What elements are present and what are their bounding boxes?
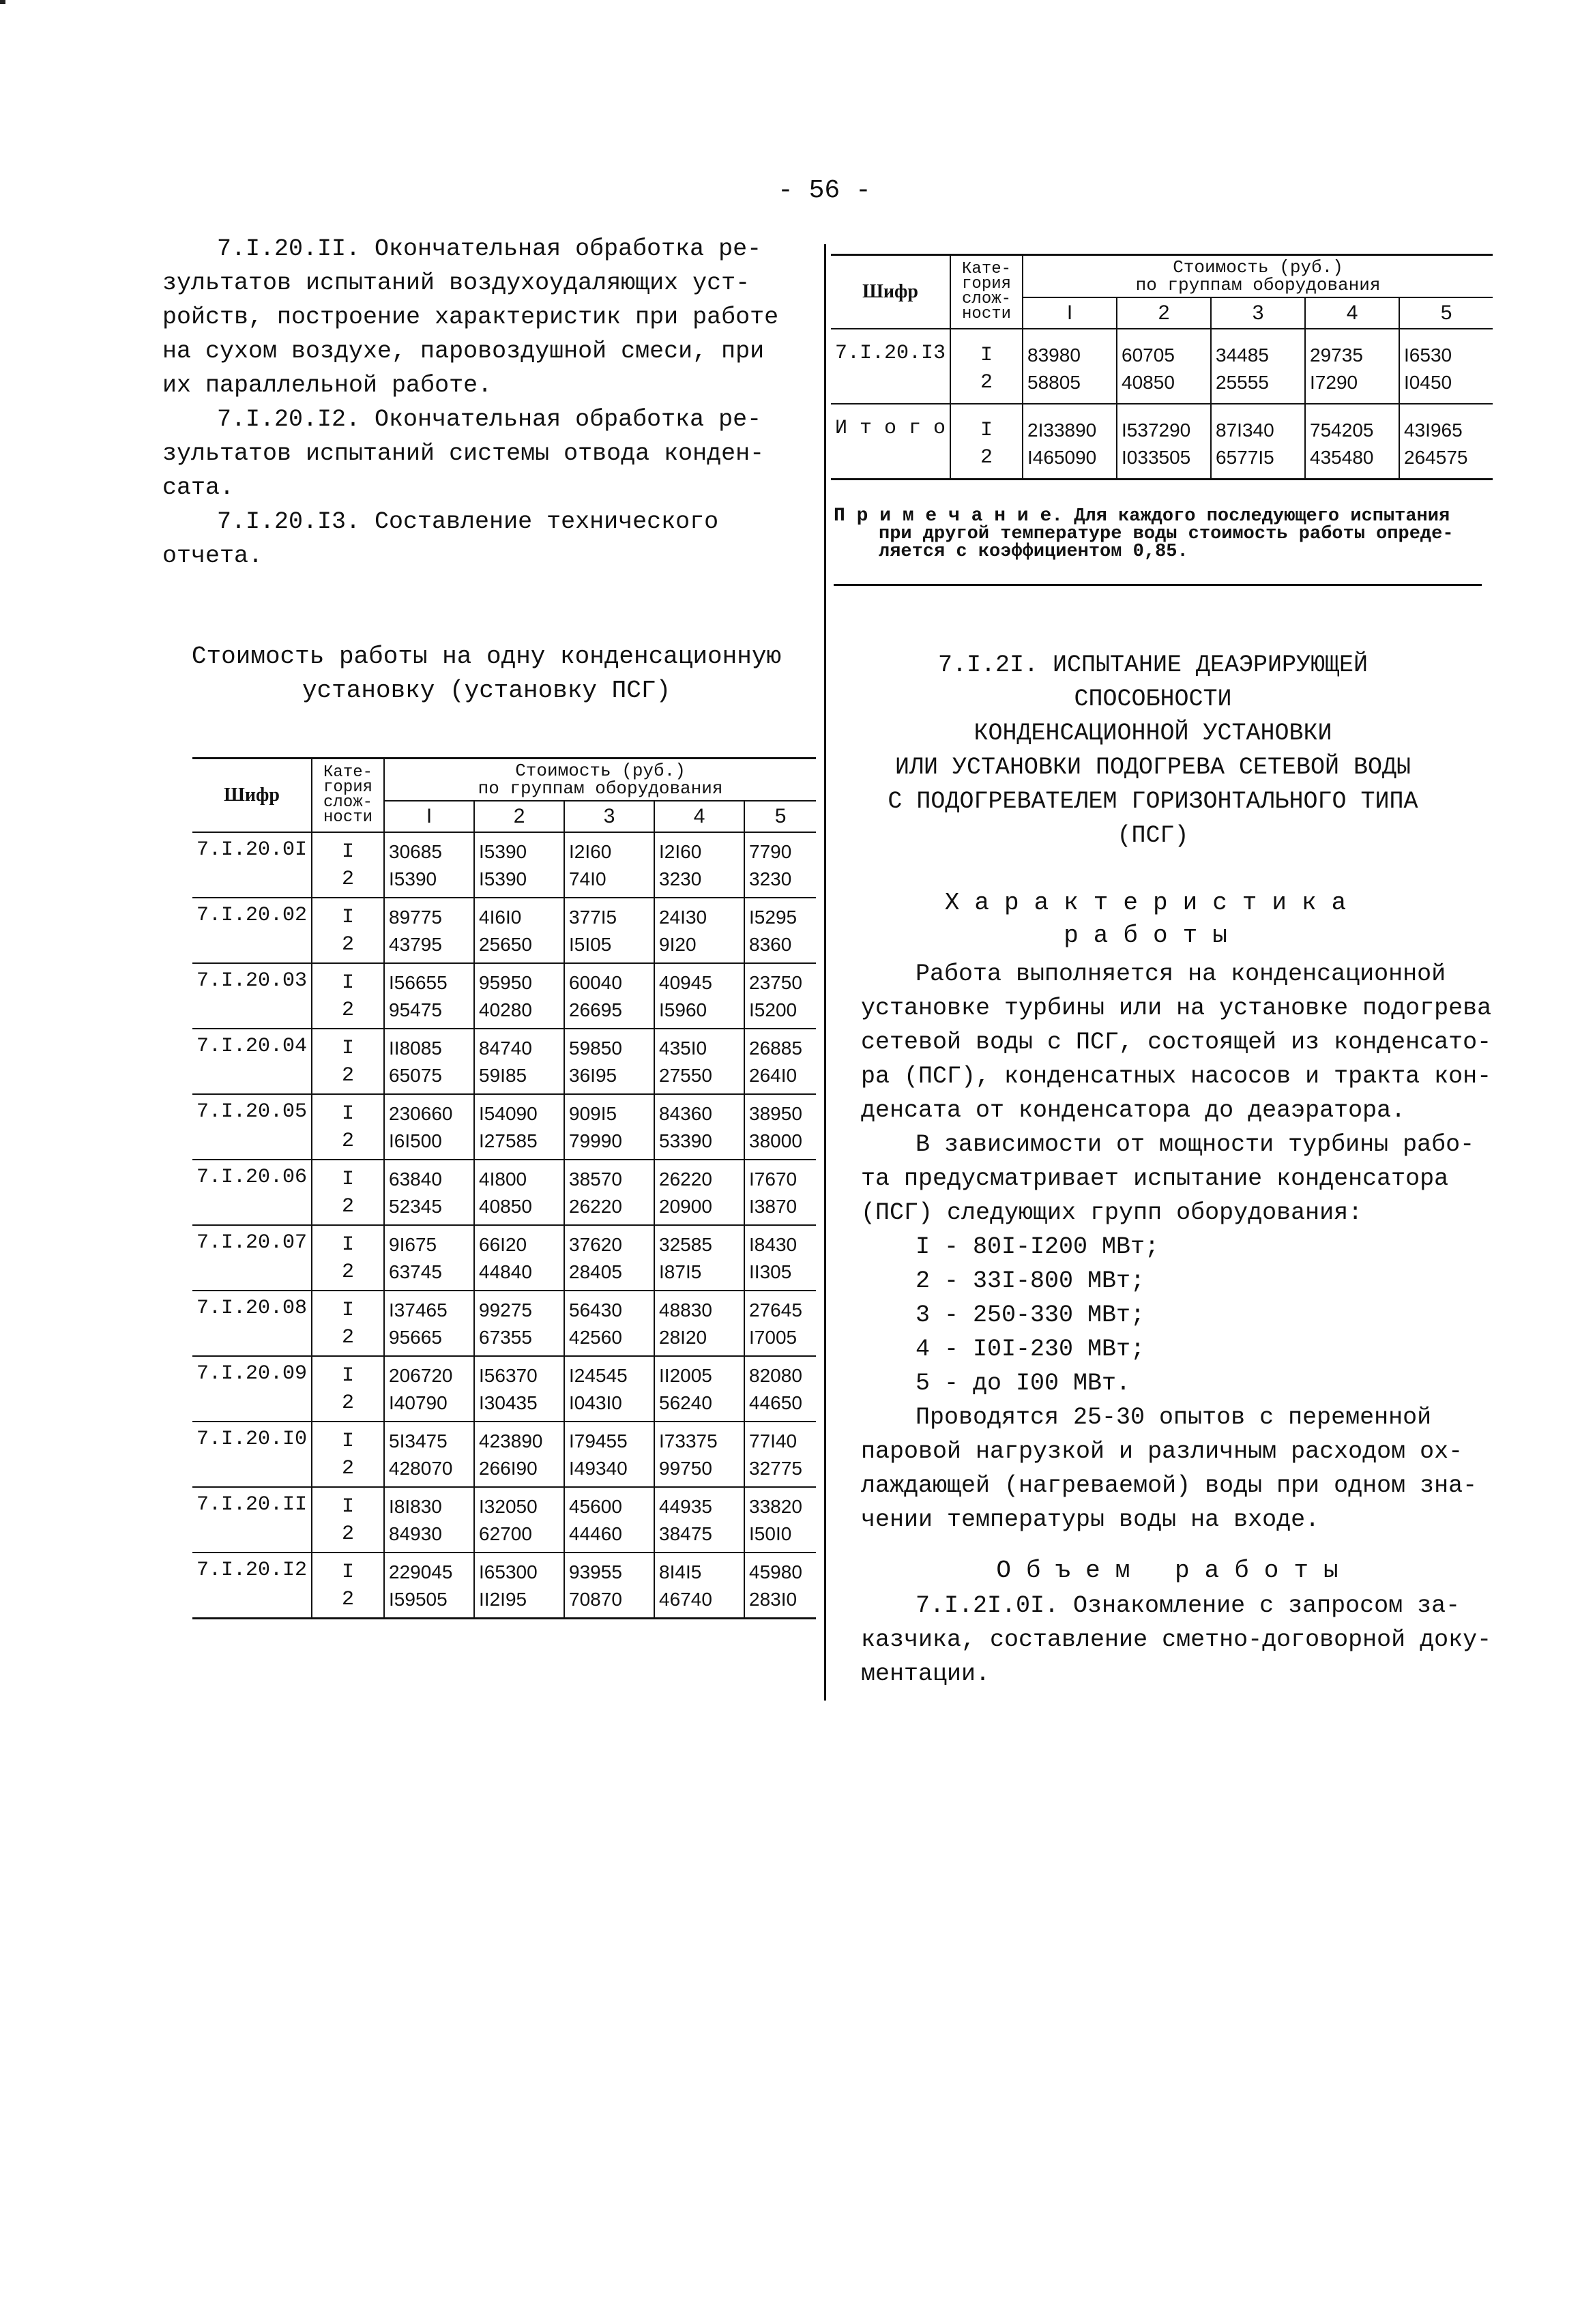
cost-cell: 83980 — [1023, 329, 1117, 369]
cost-cell: 32775 — [744, 1455, 816, 1487]
cost-cell: 45600 — [564, 1487, 654, 1520]
cost-cell: I5960 — [654, 997, 744, 1029]
cost-cell: I87I5 — [654, 1259, 744, 1291]
paragraph-4 — [861, 1589, 1492, 1691]
cost-cell: 48830 — [654, 1291, 744, 1324]
cost-cell: 8360 — [744, 931, 816, 963]
header-group: I — [384, 801, 474, 832]
text-line: Работа выполняется на конденсационной — [916, 960, 1446, 988]
cost-cell: 77I40 — [749, 1430, 798, 1452]
text-line: 7.I.20.II. Окончательная обработка ре- — [217, 235, 762, 263]
row-category: 2 — [312, 1259, 384, 1291]
cost-cell: II8085 — [384, 1029, 474, 1062]
caption-line: установку (установку ПСГ) — [302, 677, 671, 705]
cost-cell: 42560 — [564, 1324, 654, 1356]
cost-cell: I537290 — [1117, 404, 1211, 444]
cost-cell: I73375 — [654, 1422, 744, 1455]
volume-heading: Объем работы — [996, 1557, 1353, 1585]
text-line: сетевой воды с ПСГ, состоящей из конденсато- — [861, 1029, 1492, 1056]
row-category: I — [950, 404, 1023, 444]
row-category: I — [312, 1225, 384, 1259]
row-category: I — [312, 1422, 384, 1455]
cost-cell: 30685 — [384, 832, 474, 866]
text-line: Проводятся 25-30 опытов с переменной — [916, 1404, 1432, 1431]
cost-cell: 89775 — [384, 898, 474, 931]
cost-cell: 62700 — [474, 1520, 564, 1553]
group-item: 2 - 33I-800 МВт; — [916, 1267, 1145, 1295]
row-category: I — [312, 1160, 384, 1193]
row-code: 7.I.20.06 — [192, 1160, 312, 1225]
cost-cell: 99275 — [474, 1291, 564, 1324]
cost-cell: 59850 — [564, 1029, 654, 1062]
cost-cell: 40850 — [474, 1193, 564, 1225]
left-cost-table-wrapper — [192, 757, 816, 1619]
header-code: Шифр — [831, 255, 950, 329]
header-cost-line: по группам оборудования — [1135, 275, 1381, 295]
cost-cell: 6577I5 — [1211, 444, 1305, 480]
cost-cell: 909I5 — [564, 1094, 654, 1128]
table-row — [192, 1422, 816, 1455]
row-category: I — [312, 1029, 384, 1062]
heading-line: Характеристика — [944, 889, 1362, 917]
title-line: СПОСОБНОСТИ — [1074, 686, 1232, 713]
cost-cell: I50I0 — [744, 1520, 816, 1553]
text-line: (ПСГ) следующих групп оборудования: — [861, 1199, 1363, 1226]
group-item: 4 - I0I-230 МВт; — [916, 1336, 1145, 1363]
cost-cell: I2I60 — [654, 832, 744, 866]
row-code: 7.I.20.08 — [192, 1291, 312, 1356]
row-code: 7.I.20.II — [192, 1487, 312, 1553]
row-code: 7.I.20.0I — [192, 832, 312, 898]
header-category — [312, 759, 384, 833]
cost-cell: 95665 — [384, 1324, 474, 1356]
cost-cell: 7790 — [749, 841, 792, 862]
column-divider — [824, 244, 826, 1701]
groups-list — [861, 1230, 1489, 1400]
note-label: П р и м е ч а н и е. — [834, 505, 1064, 527]
header-group: 4 — [1305, 297, 1399, 329]
note-rule — [834, 584, 1482, 586]
text-line: 7.I.20.I2. Окончательная обработка ре- — [217, 406, 762, 433]
cost-cell: 435I0 — [654, 1029, 744, 1062]
header-cost-line: Стоимость (руб.) — [515, 761, 686, 781]
row-category: I — [312, 1553, 384, 1586]
table-row — [192, 1225, 816, 1259]
cost-cell: 46740 — [654, 1586, 744, 1619]
text-line: чении температуры воды на входе. — [861, 1506, 1320, 1533]
note-line — [834, 505, 1482, 527]
header-category-line: ности — [962, 305, 1012, 323]
cost-cell: 38475 — [654, 1520, 744, 1553]
cost-cell: 40850 — [1117, 369, 1211, 404]
row-code: 7.I.20.I2 — [192, 1553, 312, 1619]
header-row — [831, 255, 1493, 298]
header-category-line: слож- — [962, 290, 1012, 308]
left-cost-table — [192, 757, 816, 1619]
cost-cell: I7005 — [744, 1324, 816, 1356]
cost-cell: I033505 — [1117, 444, 1211, 480]
cost-cell: 38570 — [564, 1160, 654, 1193]
page-number: - 56 - — [778, 176, 871, 205]
header-row — [192, 759, 816, 801]
intro-item-3 — [162, 505, 776, 573]
cost-cell: 65075 — [384, 1062, 474, 1094]
cost-cell: I0450 — [1399, 369, 1493, 404]
note-text: ляется с коэффициентом 0,85. — [879, 542, 1188, 562]
header-group: I — [1023, 297, 1117, 329]
cost-cell: 264575 — [1399, 444, 1493, 480]
text-line: установке турбины или на установке подогрева — [861, 995, 1492, 1022]
caption-line: Стоимость работы на одну конденсационную — [191, 643, 782, 671]
cost-cell: 60040 — [564, 963, 654, 997]
table-row — [831, 329, 1493, 369]
header-group: 2 — [1117, 297, 1211, 329]
row-code: 7.I.20.04 — [192, 1029, 312, 1094]
right-cost-table — [831, 254, 1493, 480]
table-row — [192, 963, 816, 997]
cost-cell: 5I3475 — [384, 1422, 474, 1455]
cost-cell: 37620 — [564, 1225, 654, 1259]
cost-cell: 28I20 — [654, 1324, 744, 1356]
cost-cell: I5I05 — [564, 931, 654, 963]
row-category: 2 — [312, 997, 384, 1029]
group-item: I - 80I-I200 МВт; — [916, 1233, 1160, 1261]
row-category: 2 — [312, 1062, 384, 1094]
note-text: Для каждого последующего испытания — [1074, 506, 1450, 527]
text-line: казчика, составление сметно-договорной доку- — [861, 1626, 1492, 1653]
paragraph-1 — [861, 957, 1492, 1128]
cost-cell: I3870 — [744, 1193, 816, 1225]
heading-line: работы — [1064, 922, 1242, 950]
cost-cell: I6530 — [1404, 344, 1452, 366]
cost-cell: I59505 — [384, 1586, 474, 1619]
intro-item-1 — [162, 232, 779, 402]
cost-cell: 84360 — [654, 1094, 744, 1128]
text-line: сата. — [162, 474, 235, 501]
cost-cell: 28405 — [564, 1259, 654, 1291]
text-line: та предусматривает испытание конденсатора — [861, 1165, 1449, 1192]
row-category: 2 — [312, 1389, 384, 1422]
cost-cell: 40945 — [654, 963, 744, 997]
table-row — [192, 1291, 816, 1324]
intro-item-2 — [162, 402, 776, 505]
cost-cell: 44840 — [474, 1259, 564, 1291]
cost-cell: 206720 — [384, 1356, 474, 1389]
row-category: 2 — [312, 1324, 384, 1356]
text-line: денсата от конденсатора до деаэратора. — [861, 1097, 1406, 1124]
cost-cell: 44935 — [654, 1487, 744, 1520]
paragraph-2 — [861, 1128, 1489, 1230]
section-body — [861, 957, 1492, 1691]
title-line: (ПСГ) — [1117, 822, 1189, 849]
text-line: зультатов испытаний системы отвода конден- — [162, 440, 765, 467]
cost-cell: 3230 — [654, 866, 744, 898]
cost-cell: 377I5 — [564, 898, 654, 931]
group-item: 5 - до I00 МВт. — [916, 1370, 1131, 1397]
table-row — [192, 1094, 816, 1128]
cost-cell: I27585 — [474, 1128, 564, 1160]
header-cost — [384, 759, 816, 801]
text-line: В зависимости от мощности турбины рабо- — [916, 1131, 1475, 1158]
cost-cell: 52345 — [384, 1193, 474, 1225]
cost-cell: I043I0 — [564, 1389, 654, 1422]
text-line: лаждающей (нагреваемой) воды при одном зна- — [861, 1472, 1478, 1499]
cost-cell: 70870 — [564, 1586, 654, 1619]
row-category: 2 — [312, 931, 384, 963]
header-cost — [1023, 255, 1493, 298]
cost-cell: 26885 — [749, 1038, 802, 1059]
cost-cell: 34485 — [1211, 329, 1305, 369]
cost-cell: 25650 — [474, 931, 564, 963]
cost-cell: I30435 — [474, 1389, 564, 1422]
cost-cell: 423890 — [474, 1422, 564, 1455]
cost-cell: I465090 — [1023, 444, 1117, 480]
header-category-line: Кате- — [962, 260, 1012, 278]
cost-cell: 95475 — [384, 997, 474, 1029]
cost-cell: 43I965 — [1404, 420, 1463, 441]
cost-cell: I37465 — [384, 1291, 474, 1324]
cost-cell: I32050 — [474, 1487, 564, 1520]
cost-cell: I5390 — [384, 866, 474, 898]
cost-cell: 33820 — [749, 1496, 802, 1517]
cost-cell: II305 — [744, 1259, 816, 1291]
cost-cell: II2005 — [654, 1356, 744, 1389]
text-line: ра (ПСГ), конденсатных насосов и тракта кон- — [861, 1063, 1492, 1090]
header-group: 4 — [654, 801, 744, 832]
group-item: 3 - 250-330 МВт; — [916, 1301, 1145, 1329]
cost-cell: 428070 — [384, 1455, 474, 1487]
table-row — [192, 832, 816, 866]
row-code: 7.I.20.05 — [192, 1094, 312, 1160]
cost-cell: 44460 — [564, 1520, 654, 1553]
cost-cell: 87I340 — [1211, 404, 1305, 444]
text-line: зультатов испытаний воздухоудаляющих уст- — [162, 269, 750, 297]
row-category: 2 — [950, 369, 1023, 404]
row-category: 2 — [312, 1128, 384, 1160]
cost-cell: 264I0 — [744, 1062, 816, 1094]
text-line: ройств, построение характеристик при работе — [162, 304, 779, 331]
row-category: I — [312, 1094, 384, 1128]
cost-cell: 27645 — [749, 1299, 802, 1321]
cost-cell: I6I500 — [384, 1128, 474, 1160]
cost-cell: 79990 — [564, 1128, 654, 1160]
cost-cell: I56370 — [474, 1356, 564, 1389]
header-code: Шифр — [192, 759, 312, 833]
header-group: 5 — [744, 801, 816, 832]
cost-cell: 53390 — [654, 1128, 744, 1160]
row-code: 7.I.20.I3 — [831, 329, 950, 404]
cost-cell: 3230 — [744, 866, 816, 898]
row-category: 2 — [312, 1586, 384, 1619]
cost-cell: 59I85 — [474, 1062, 564, 1094]
cost-cell: 95950 — [474, 963, 564, 997]
cost-cell: 66I20 — [474, 1225, 564, 1259]
row-category: 2 — [312, 1193, 384, 1225]
cost-cell: 58805 — [1023, 369, 1117, 404]
text-line: 7.I.2I.0I. Ознакомление с запросом за- — [916, 1592, 1461, 1619]
cost-cell: I40790 — [384, 1389, 474, 1422]
paragraph-3 — [861, 1400, 1489, 1537]
row-code: 7.I.20.03 — [192, 963, 312, 1029]
cost-cell: I8430 — [749, 1234, 798, 1255]
cost-cell: 266I90 — [474, 1455, 564, 1487]
cost-cell: I2I60 — [564, 832, 654, 866]
table-row — [831, 404, 1493, 444]
text-line: отчета. — [162, 542, 263, 570]
cost-cell: 36I95 — [564, 1062, 654, 1094]
row-category: 2 — [312, 1455, 384, 1487]
table-row — [192, 1553, 816, 1586]
cost-cell: 26220 — [654, 1160, 744, 1193]
cost-cell: 63745 — [384, 1259, 474, 1291]
cost-cell: 9I20 — [654, 931, 744, 963]
cost-cell: 26220 — [564, 1193, 654, 1225]
cost-cell: 84930 — [384, 1520, 474, 1553]
left-table-caption — [162, 640, 810, 708]
header-cost-line: по группам оборудования — [478, 778, 723, 799]
cost-cell: 27550 — [654, 1062, 744, 1094]
row-category: I — [950, 329, 1023, 369]
cost-cell: 20900 — [654, 1193, 744, 1225]
scan-mark — [0, 0, 5, 4]
cost-cell: 74I0 — [564, 866, 654, 898]
cost-cell: 9I675 — [384, 1225, 474, 1259]
cost-cell: I49340 — [564, 1455, 654, 1487]
cost-cell: 38000 — [744, 1128, 816, 1160]
cost-cell: I7670 — [749, 1168, 798, 1190]
cost-cell: 56430 — [564, 1291, 654, 1324]
row-code: И т о г о — [831, 404, 950, 480]
row-category: 2 — [950, 444, 1023, 480]
characteristic-heading — [839, 887, 1467, 952]
cost-cell: 25555 — [1211, 369, 1305, 404]
row-category: I — [312, 1356, 384, 1389]
cost-cell: I5200 — [744, 997, 816, 1029]
cost-cell: 230660 — [384, 1094, 474, 1128]
cost-cell: 2I33890 — [1023, 404, 1117, 444]
cost-cell: 40280 — [474, 997, 564, 1029]
table-note — [834, 505, 1482, 562]
cost-cell: I5390 — [474, 832, 564, 866]
cost-cell: 38950 — [749, 1103, 802, 1124]
cost-cell: 45980 — [749, 1561, 802, 1583]
cost-cell: 26695 — [564, 997, 654, 1029]
cost-cell: 24I30 — [654, 898, 744, 931]
header-group: 3 — [1211, 297, 1305, 329]
header-category-line: гория — [323, 778, 373, 797]
table-row — [192, 1160, 816, 1193]
text-line: 7.I.20.I3. Составление технического — [217, 508, 719, 535]
cost-cell: 229045 — [384, 1553, 474, 1586]
cost-cell: I5390 — [474, 866, 564, 898]
row-category: 2 — [312, 866, 384, 898]
header-group: 2 — [474, 801, 564, 832]
cost-cell: I7290 — [1305, 369, 1399, 404]
right-cost-table-wrapper — [831, 254, 1493, 480]
cost-cell: I56655 — [384, 963, 474, 997]
cost-cell: I54090 — [474, 1094, 564, 1128]
row-category: I — [312, 1291, 384, 1324]
header-group: 3 — [564, 801, 654, 832]
row-category: I — [312, 832, 384, 866]
cost-cell: I5295 — [749, 907, 798, 928]
row-code: 7.I.20.02 — [192, 898, 312, 963]
cost-cell: 435480 — [1305, 444, 1399, 480]
cost-cell: I8I830 — [384, 1487, 474, 1520]
header-category-line: ности — [323, 808, 373, 827]
cost-cell: 754205 — [1305, 404, 1399, 444]
cost-cell: 67355 — [474, 1324, 564, 1356]
row-category: I — [312, 1487, 384, 1520]
cost-cell: 99750 — [654, 1455, 744, 1487]
cost-cell: 93955 — [564, 1553, 654, 1586]
title-line: 7.I.2I. ИСПЫТАНИЕ ДЕАЭРИРУЮЩЕЙ — [937, 651, 1369, 679]
header-category-line: Кате- — [323, 763, 373, 782]
row-code: 7.I.20.07 — [192, 1225, 312, 1291]
cost-cell: 32585 — [654, 1225, 744, 1259]
table-row — [192, 1356, 816, 1389]
cost-cell: I79455 — [564, 1422, 654, 1455]
row-category: I — [312, 963, 384, 997]
title-line: С ПОДОГРЕВАТЕЛЕМ ГОРИЗОНТАЛЬНОГО ТИПА — [888, 788, 1418, 815]
table-row — [192, 1029, 816, 1062]
header-category — [950, 255, 1023, 329]
cost-cell: 84740 — [474, 1029, 564, 1062]
text-line: паровой нагрузкой и различным расходом ох- — [861, 1438, 1463, 1465]
cost-cell: II2I95 — [474, 1586, 564, 1619]
cost-cell: 283I0 — [744, 1586, 816, 1619]
left-intro — [162, 232, 779, 573]
header-group: 5 — [1399, 297, 1493, 329]
cost-cell: 29735 — [1305, 329, 1399, 369]
cost-cell: 60705 — [1117, 329, 1211, 369]
cost-cell: 44650 — [744, 1389, 816, 1422]
text-line: их параллельной работе. — [162, 372, 493, 399]
section-title — [839, 648, 1467, 853]
cost-cell: 4I800 — [474, 1160, 564, 1193]
cost-cell: 8I4I5 — [654, 1553, 744, 1586]
row-code: 7.I.20.I0 — [192, 1422, 312, 1487]
row-category: I — [312, 898, 384, 931]
header-category-line: гория — [962, 275, 1012, 293]
row-code: 7.I.20.09 — [192, 1356, 312, 1422]
title-line: КОНДЕНСАЦИОННОЙ УСТАНОВКИ — [974, 720, 1332, 747]
cost-cell: 82080 — [749, 1365, 802, 1386]
cost-cell: I65300 — [474, 1553, 564, 1586]
cost-cell: 43795 — [384, 931, 474, 963]
table-row — [192, 898, 816, 931]
text-line: на сухом воздухе, паровоздушной смеси, при — [162, 338, 765, 365]
cost-cell: 23750 — [749, 972, 802, 993]
row-category: 2 — [312, 1520, 384, 1553]
title-line: ИЛИ УСТАНОВКИ ПОДОГРЕВА СЕТЕВОЙ ВОДЫ — [894, 754, 1411, 781]
header-cost-line: Стоимость (руб.) — [1173, 257, 1343, 278]
text-line: ментации. — [861, 1660, 991, 1688]
cost-cell: 56240 — [654, 1389, 744, 1422]
note-text: при другой температуре воды стоимость работы опреде- — [879, 524, 1454, 544]
cost-cell: 63840 — [384, 1160, 474, 1193]
header-category-line: слож- — [323, 793, 373, 812]
table-row — [192, 1487, 816, 1520]
cost-cell: 4I6I0 — [474, 898, 564, 931]
cost-cell: I24545 — [564, 1356, 654, 1389]
